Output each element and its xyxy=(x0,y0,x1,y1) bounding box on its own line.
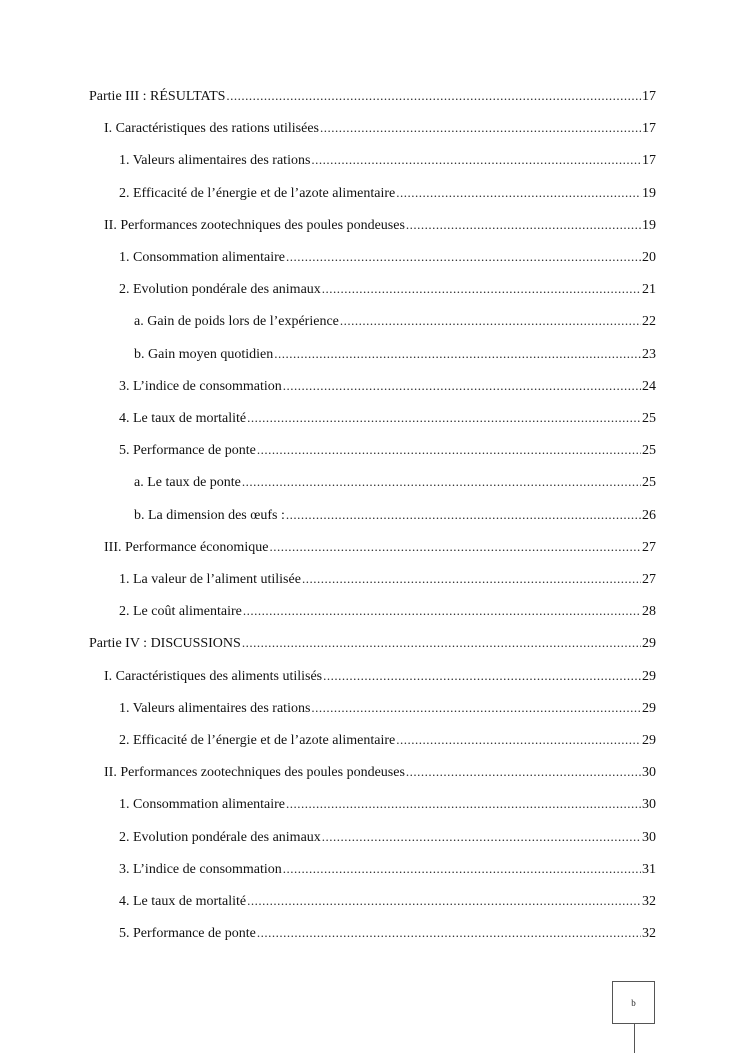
toc-dot-leader xyxy=(274,344,641,364)
toc-dot-leader xyxy=(283,859,641,879)
toc-dot-leader xyxy=(269,537,641,557)
toc-entry[interactable] xyxy=(119,891,656,911)
toc-entry-title: 4. Le taux de mortalité xyxy=(119,411,247,426)
page-number: b xyxy=(631,997,636,1008)
toc-entry[interactable] xyxy=(119,440,656,460)
toc-entry-page: 29 xyxy=(642,701,656,716)
toc-dot-leader xyxy=(320,118,641,138)
toc-entry-page: 27 xyxy=(642,572,656,587)
toc-dot-leader xyxy=(247,891,641,911)
toc-entry-page: 19 xyxy=(642,186,656,201)
toc-entry-page: 22 xyxy=(642,314,656,329)
toc-entry-title: II. Performances zootechniques des poules pondeuses xyxy=(104,765,405,780)
toc-entry-page: 21 xyxy=(642,282,656,297)
toc-entry-title: 2. Efficacité de l’énergie et de l’azote alimentaire xyxy=(119,186,396,201)
toc-entry-title: Partie IV : DISCUSSIONS xyxy=(89,636,241,651)
toc-entry[interactable] xyxy=(89,633,656,653)
toc-dot-leader xyxy=(311,150,641,170)
toc-dot-leader xyxy=(283,376,641,396)
toc-entry-page: 25 xyxy=(642,411,656,426)
toc-entry-page: 17 xyxy=(642,89,656,104)
toc-entry-title: I. Caractéristiques des rations utilisées xyxy=(104,121,319,136)
toc-entry-title: 3. L’indice de consommation xyxy=(119,379,282,394)
toc-entry-page: 25 xyxy=(642,443,656,458)
toc-dot-leader xyxy=(396,183,641,203)
toc-entry-page: 29 xyxy=(642,733,656,748)
toc-entry[interactable] xyxy=(119,279,656,299)
toc-entry-title: 2. Efficacité de l’énergie et de l’azote alimentaire xyxy=(119,733,396,748)
toc-entry-page: 31 xyxy=(642,862,656,877)
page-number-box xyxy=(612,981,655,1024)
toc-entry-page: 32 xyxy=(642,926,656,941)
toc-entry-title: 5. Performance de ponte xyxy=(119,443,256,458)
toc-entry-page: 19 xyxy=(642,218,656,233)
toc-entry[interactable] xyxy=(134,344,656,364)
toc-entry-title: 1. Consommation alimentaire xyxy=(119,250,286,265)
toc-entry[interactable] xyxy=(119,376,656,396)
toc-entry[interactable] xyxy=(119,183,656,203)
toc-entry[interactable] xyxy=(119,923,656,943)
toc-dot-leader xyxy=(396,730,641,750)
toc-entry[interactable] xyxy=(134,311,656,331)
toc-entry-page: 27 xyxy=(642,540,656,555)
toc-dot-leader xyxy=(242,472,641,492)
toc-entry-page: 17 xyxy=(642,153,656,168)
toc-dot-leader xyxy=(406,215,641,235)
toc-entry-title: 2. Le coût alimentaire xyxy=(119,604,242,619)
toc-entry-title: 1. Valeurs alimentaires des rations xyxy=(119,153,311,168)
toc-entry-page: 29 xyxy=(642,636,656,651)
page-box-tail-line xyxy=(634,1024,635,1053)
toc-entry-page: 23 xyxy=(642,347,656,362)
toc-entry-page: 30 xyxy=(642,797,656,812)
toc-entry[interactable] xyxy=(119,150,656,170)
toc-dot-leader xyxy=(322,827,641,847)
toc-dot-leader xyxy=(257,440,641,460)
toc-entry-page: 29 xyxy=(642,669,656,684)
toc-entry-title: I. Caractéristiques des aliments utilisés xyxy=(104,669,323,684)
toc-entry-title: b. Gain moyen quotidien xyxy=(134,347,274,362)
toc-entry-page: 24 xyxy=(642,379,656,394)
toc-entry[interactable] xyxy=(134,505,656,525)
toc-entry-page: 17 xyxy=(642,121,656,136)
toc-entry-title: 5. Performance de ponte xyxy=(119,926,256,941)
toc-entry-page: 26 xyxy=(642,508,656,523)
toc-dot-leader xyxy=(406,762,641,782)
toc-entry[interactable] xyxy=(119,601,656,621)
toc-entry-page: 28 xyxy=(642,604,656,619)
toc-dot-leader xyxy=(286,505,641,525)
toc-entry-title: 4. Le taux de mortalité xyxy=(119,894,247,909)
toc-entry-title: 1. Consommation alimentaire xyxy=(119,797,286,812)
toc-entry-title: 2. Evolution pondérale des animaux xyxy=(119,830,321,845)
toc-entry[interactable] xyxy=(119,859,656,879)
toc-dot-leader xyxy=(322,279,641,299)
toc-dot-leader xyxy=(323,666,641,686)
toc-entry-title: Partie III : RÉSULTATS xyxy=(89,89,226,104)
toc-entry[interactable] xyxy=(89,86,656,106)
toc-dot-leader xyxy=(247,408,641,428)
toc-entry[interactable] xyxy=(134,472,656,492)
toc-dot-leader xyxy=(257,923,641,943)
toc-dot-leader xyxy=(302,569,641,589)
toc-entry[interactable] xyxy=(119,408,656,428)
toc-entry[interactable] xyxy=(104,215,656,235)
toc-entry-title: 1. Valeurs alimentaires des rations xyxy=(119,701,311,716)
toc-entry[interactable] xyxy=(104,537,656,557)
toc-entry[interactable] xyxy=(119,698,656,718)
toc-dot-leader xyxy=(286,794,641,814)
toc-entry-title: a. Le taux de ponte xyxy=(134,475,241,490)
toc-entry[interactable] xyxy=(104,118,656,138)
toc-entry-title: b. La dimension des œufs : xyxy=(134,508,285,523)
toc-entry-title: 1. La valeur de l’aliment utilisée xyxy=(119,572,301,587)
toc-dot-leader xyxy=(286,247,641,267)
toc-dot-leader xyxy=(340,311,641,331)
toc-entry-title: a. Gain de poids lors de l’expérience xyxy=(134,314,339,329)
toc-entry[interactable] xyxy=(104,762,656,782)
toc-dot-leader xyxy=(311,698,641,718)
toc-dot-leader xyxy=(226,86,641,106)
toc-entry[interactable] xyxy=(104,666,656,686)
toc-entry[interactable] xyxy=(119,569,656,589)
toc-entry-title: II. Performances zootechniques des poules pondeuses xyxy=(104,218,405,233)
toc-entry-page: 30 xyxy=(642,765,656,780)
toc-dot-leader xyxy=(243,601,641,621)
toc-entry-page: 30 xyxy=(642,830,656,845)
toc-entry[interactable] xyxy=(119,794,656,814)
toc-entry-title: III. Performance économique xyxy=(104,540,269,555)
toc-entry[interactable] xyxy=(119,730,656,750)
toc-dot-leader xyxy=(242,633,641,653)
toc-entry[interactable] xyxy=(119,827,656,847)
toc-entry[interactable] xyxy=(119,247,656,267)
toc-entry-page: 32 xyxy=(642,894,656,909)
toc-entry-title: 2. Evolution pondérale des animaux xyxy=(119,282,321,297)
toc-entry-page: 25 xyxy=(642,475,656,490)
toc-entry-page: 20 xyxy=(642,250,656,265)
toc-entry-title: 3. L’indice de consommation xyxy=(119,862,282,877)
